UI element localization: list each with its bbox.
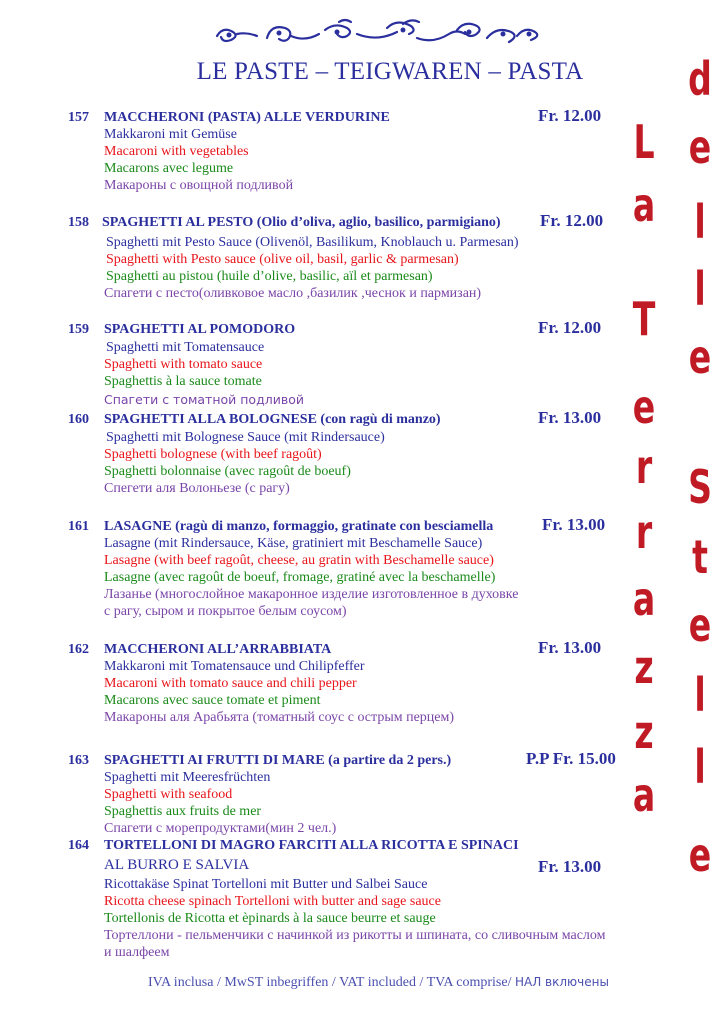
item-desc-ru: Спегети аля Волоньезе (с рагу) — [104, 481, 290, 496]
vertical-la-terrazza-letter: z — [634, 705, 654, 759]
item-desc-fr: Spaghetti bolonnaise (avec ragoût de boeuf) — [104, 464, 351, 479]
item-number: 160 — [68, 412, 89, 427]
item-desc-en: Ricotta cheese spinach Tortelloni with butter and sage sauce — [104, 894, 441, 909]
item-price: Fr. 13.00 — [538, 638, 602, 657]
item-name: MACCHERONI (PASTA) ALLE VERDURINE — [104, 110, 390, 125]
vertical-delle-stelle-letter: d — [688, 52, 712, 106]
vertical-delle-stelle-letter: l — [694, 668, 706, 722]
item-desc-en: Macaroni with vegetables — [104, 144, 249, 159]
item-desc-de: Spaghetti mit Tomatensauce — [106, 340, 265, 355]
item-desc-de: Spaghetti mit Meeresfrüchten — [104, 770, 271, 785]
item-desc-fr: Macarons avec sauce tomate et piment — [104, 693, 321, 708]
item-desc-ru: Лазанье (многослойное макаронное изделие изготовленное в духовке — [104, 587, 519, 602]
item-desc-en: Spaghetti with Pesto sauce (olive oil, basil, garlic & parmesan) — [106, 252, 459, 267]
item-desc-de: Spaghetti mit Bolognese Sauce (mit Rindersauce) — [106, 430, 385, 445]
item-name: SPAGHETTI AL POMODORO — [104, 322, 296, 337]
item-desc-de: Lasagne (mit Rindersauce, Käse, gratiniert mit Beschamelle Sauce) — [104, 536, 483, 551]
item-desc-en: Spaghetti with tomato sauce — [104, 357, 263, 372]
vertical-la-terrazza-letter: z — [634, 640, 654, 694]
item-price: Fr. 13.00 — [538, 857, 602, 876]
item-name: SPAGHETTI AI FRUTTI DI MARE (a partire da 2 pers.) — [104, 753, 452, 768]
item-desc-fr: Tortellonis de Ricotta et èpinards à la sauce beurre et sauge — [104, 911, 436, 926]
vertical-delle-stelle-letter: e — [688, 598, 712, 652]
item-desc-ru: Спагети с песто(оливковое масло ,базилик ,чеснок и пармизан) — [104, 286, 482, 301]
item-desc-de: Makkaroni mit Tomatensauce und Chilipfeffer — [104, 659, 365, 674]
footer-tax-text: IVA inclusa / MwST inbegriffen / VAT included / TVA comprise/ — [148, 975, 515, 990]
vertical-delle-stelle-letter: l — [694, 195, 706, 249]
item-desc-fr: Spaghettis aux fruits de mer — [104, 804, 262, 819]
decorative-ornament — [207, 14, 547, 50]
item-price: Fr. 13.00 — [542, 515, 606, 534]
item-number: 157 — [68, 110, 89, 125]
item-desc-en: Lasagne (with beef ragoût, cheese, au gratin with Beschamelle sauce) — [104, 553, 494, 568]
page-title: LE PASTE – TEIGWAREN – PASTA — [196, 58, 584, 85]
vertical-la-terrazza-letter: T — [632, 292, 656, 346]
item-desc-en: Spaghetti with seafood — [104, 787, 233, 802]
item-desc-ru: Макароны с овощной подливой — [104, 178, 294, 193]
item-name-cont: AL BURRO E SALVIA — [104, 857, 250, 873]
vertical-la-terrazza-letter: r — [635, 440, 653, 494]
item-desc-ru: Спагети с морепродуктами(мин 2 чел.) — [104, 821, 337, 836]
item-name: SPAGHETTI AL PESTO (Olio d’oliva, aglio, basilico, parmigiano) — [102, 215, 501, 230]
item-desc-fr: Lasagne (avec ragoût de boeuf, fromage, gratiné avec la beschamelle) — [104, 570, 496, 585]
vertical-delle-stelle-letter: t — [692, 530, 708, 584]
item-desc-de: Makkaroni mit Gemüse — [104, 127, 237, 142]
item-number: 162 — [68, 642, 89, 657]
item-name: TORTELLONI DI MAGRO FARCITI ALLA RICOTTA E SPINACI — [104, 838, 519, 853]
item-desc-fr: Spaghettis à la sauce tomate — [104, 374, 262, 389]
item-desc-ru: Спагети с томатной подливой — [104, 392, 304, 407]
item-number: 163 — [68, 753, 89, 768]
vertical-la-terrazza-letter: L — [633, 115, 655, 169]
item-price: P.P Fr. 15.00 — [526, 749, 616, 768]
item-desc-fr: Spaghetti au pistou (huile d’olive, basilic, aïl et parmesan) — [106, 269, 433, 284]
item-desc-ru-cont: и шалфеем — [104, 945, 170, 960]
vertical-la-terrazza-letter: a — [632, 572, 656, 626]
item-desc-ru: Макароны аля Арабьята (томатный соус с острым перцем) — [104, 710, 455, 725]
item-price: Fr. 12.00 — [538, 106, 602, 125]
item-desc-en: Macaroni with tomato sauce and chili pepper — [104, 676, 357, 691]
vertical-delle-stelle-letter: l — [694, 262, 706, 316]
vertical-delle-stelle-letter: l — [694, 740, 706, 794]
item-name: MACCHERONI ALL’ARRABBIATA — [104, 642, 332, 657]
vertical-delle-stelle-letter: e — [688, 828, 712, 882]
item-price: Fr. 12.00 — [538, 318, 602, 337]
item-name: LASAGNE (ragù di manzo, formaggio, gratinate con besciamella — [104, 519, 494, 534]
item-number: 158 — [68, 215, 89, 230]
item-number: 159 — [68, 322, 89, 337]
vertical-delle-stelle-letter: e — [688, 330, 712, 384]
item-desc-de: Ricottakäse Spinat Tortelloni mit Butter und Salbei Sauce — [104, 877, 428, 892]
item-desc-ru-cont: с рагу, сыром и покрытое белым соусом) — [104, 604, 347, 619]
item-desc-ru: Тортеллони - пельменчики с начинкой из рикотты и шпината, со сливочным маслом — [104, 928, 606, 943]
item-desc-en: Spaghetti bolognese (with beef ragoût) — [104, 447, 322, 462]
vertical-delle-stelle-letter: e — [688, 120, 712, 174]
item-number: 161 — [68, 519, 89, 534]
item-desc-de: Spaghetti mit Pesto Sauce (Olivenöl, Basilikum, Knoblauch u. Parmesan) — [106, 235, 519, 250]
vertical-delle-stelle-letter: S — [688, 460, 712, 514]
item-price: Fr. 12.00 — [540, 211, 604, 230]
item-number: 164 — [68, 838, 89, 853]
vertical-la-terrazza-letter: e — [632, 380, 656, 434]
vertical-la-terrazza-letter: a — [632, 178, 656, 232]
item-name: SPAGHETTI ALLA BOLOGNESE (con ragù di manzo) — [104, 412, 441, 427]
item-price: Fr. 13.00 — [538, 408, 602, 427]
vertical-la-terrazza-letter: a — [632, 768, 656, 822]
footer-tax-note — [148, 975, 609, 991]
vertical-la-terrazza-letter: r — [635, 505, 653, 559]
footer-tax-text-ru: НАЛ включены — [514, 975, 609, 989]
item-desc-fr: Macarons avec legume — [104, 161, 234, 176]
